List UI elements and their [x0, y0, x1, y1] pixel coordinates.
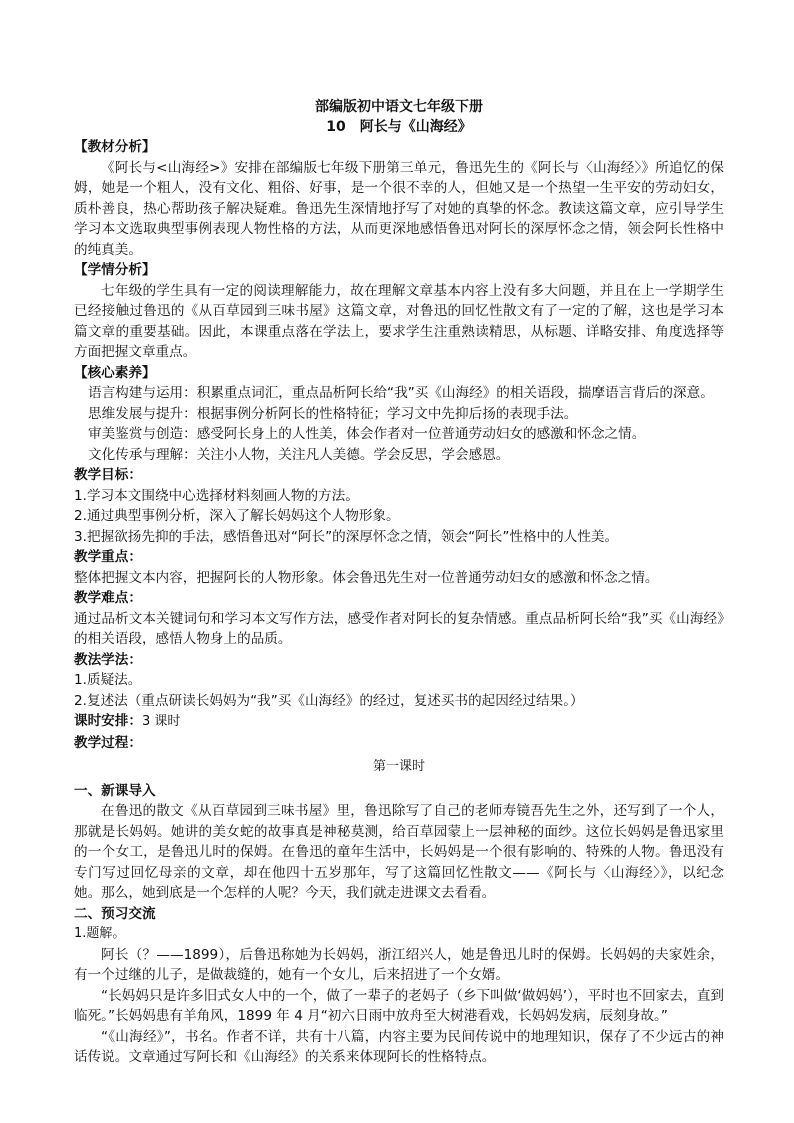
students-text: 七年级的学生具有一定的阅读理解能力，故在理解文章基本内容上没有多大问题，并且在上一学期学生已经接触过鲁迅的《从百草园到三味书屋》这篇文章，对鲁迅的回忆性散文有了一定的了解，这也是学习本篇文章的重要基础。因此，本课重点落在学法上，要求学生注重熟读精思，从标题、详略安排、角度选择等方面把握文章重点。: [74, 282, 724, 360]
methods-heading: 教法学法：: [74, 651, 142, 668]
literacy-heading: 【核心素养】: [74, 364, 156, 381]
schedule-value: 3 课时: [141, 714, 181, 729]
literacy-item: 文化传承与理解：关注小人物，关注凡人美德。学会反思，学会感恩。: [88, 446, 510, 463]
analysis-text: 《阿长与<山海经>》安排在部编版七年级下册第三单元，鲁迅先生的《阿长与〈山海经〉》所追忆的保姆，她是一个粗人，没有文化、粗俗、好事，是一个很不幸的人，但她又是一个热望一生平安的劳动妇女，质朴善良，热心帮助孩子解决疑难。鲁迅先生深情地抒写了对她的真挚的怀念。教读这篇文章，应引导学生学习本文选取典型事例表现人物性格的方法，从而更深地感悟鲁迅对阿长的深厚怀念之情，领会阿长性格中的纯真美。: [74, 159, 724, 258]
difficulties-text: 通过品析文本关键词句和学习本文写作方法，感受作者对阿长的复杂情感。重点品析阿长给“我”买《山海经》的相关语段，感悟人物身上的品质。: [74, 610, 724, 647]
part2-heading: 二、预习交流: [74, 905, 156, 922]
literacy-item: 审美鉴赏与创造：感受阿长身上的人性美，体会作者对一位普通劳动妇女的感激和怀念之情。: [88, 426, 646, 442]
students-heading: 【学情分析】: [74, 262, 156, 278]
book-note-paragraph: “《山海经》”，书名。作者不详，共有十八篇，内容主要为民间传说中的地理知识，保存了不少远古的神话传说。文章通过写阿长和《山海经》的关系来体现阿长的性格特点。: [74, 1028, 724, 1065]
analysis-heading: 【教材分析】: [74, 139, 156, 155]
schedule-label: 课时安排：: [74, 713, 142, 729]
goals-heading: 教学目标：: [74, 467, 142, 483]
quote-paragraph: “长妈妈只是许多旧式女人中的一个，做了一辈子的老妈子（乡下叫做‘做妈妈’），平时也不回家去，直到临死。”长妈妈患有羊角风，1899 年 4 月“初六日雨中放舟至大树港看戏，长妈妈发病，辰刻身故。”: [74, 987, 724, 1024]
document-page: [74, 97, 724, 1068]
goal-item: 3.把握欲扬先抑的手法，感悟鲁迅对“阿长”的深厚怀念之情，领会“阿长”性格中的人性美。: [74, 528, 619, 545]
goal-item: 1.学习本文围绕中心选择材料刻画人物的方法。: [74, 487, 359, 504]
lesson-number-title: 第一课时: [372, 759, 425, 774]
difficulties-heading: 教学难点：: [74, 590, 142, 606]
author-note-paragraph: 阿长（？——1899），后鲁迅称她为长妈妈，浙江绍兴人，她是鲁迅儿时的保姆。长妈妈的夫家姓余，有一个过继的儿子，是做裁缝的，她有一个女儿，后来招进了一个女婿。: [74, 946, 724, 983]
literacy-item: 思维发展与提升：根据事例分析阿长的性格特征；学习文中先抑后扬的表现手法。: [88, 405, 578, 422]
sub-heading-title-explanation: 1.题解。: [74, 926, 126, 941]
method-item: 1.质疑法。: [74, 672, 142, 688]
part1-text: 在鲁迅的散文《从百草园到三味书屋》里，鲁迅除写了自己的老师寿镜吾先生之外，还写到了一个人，那就是长妈妈。她讲的美女蛇的故事真是神秘莫测，给百草园蒙上一层神秘的面纱。这位长妈妈是鲁迅家里的一个女工，是鲁迅儿时的保姆。在鲁迅的童年生活中，长妈妈是一个很有影响的、特殊的人物。鲁迅没有专门写过回忆母亲的文章，却在他四十五岁那年，写了这篇回忆性散文——《阿长与〈山海经〉》，以纪念她。那么，她到底是一个怎样的人呢？今天，我们就走进课文去看看。: [74, 803, 724, 901]
key-points-heading: 教学重点：: [74, 549, 142, 565]
method-item: 2.复述法（重点研读长妈妈为“我”买《山海经》的经过，复述买书的起因经过结果。）: [74, 692, 584, 709]
goal-item: 2.通过典型事例分析，深入了解长妈妈这个人物形象。: [74, 508, 400, 524]
part1-heading: 一、新课导入: [74, 782, 156, 799]
key-points-text: 整体把握文本内容，把握阿长的人物形象。体会鲁迅先生对一位普通劳动妇女的感激和怀念之情。: [74, 569, 659, 586]
lesson-title: 10 阿长与《山海经》: [326, 119, 472, 135]
schedule-line: [74, 711, 724, 733]
document-title: 部编版初中语文七年级下册: [315, 99, 483, 115]
process-heading: 教学过程：: [74, 734, 142, 751]
literacy-item: 语言构建与运用：积累重点词汇，重点品析阿长给“我”买《山海经》的相关语段，揣摩语言背后的深意。: [88, 385, 714, 401]
